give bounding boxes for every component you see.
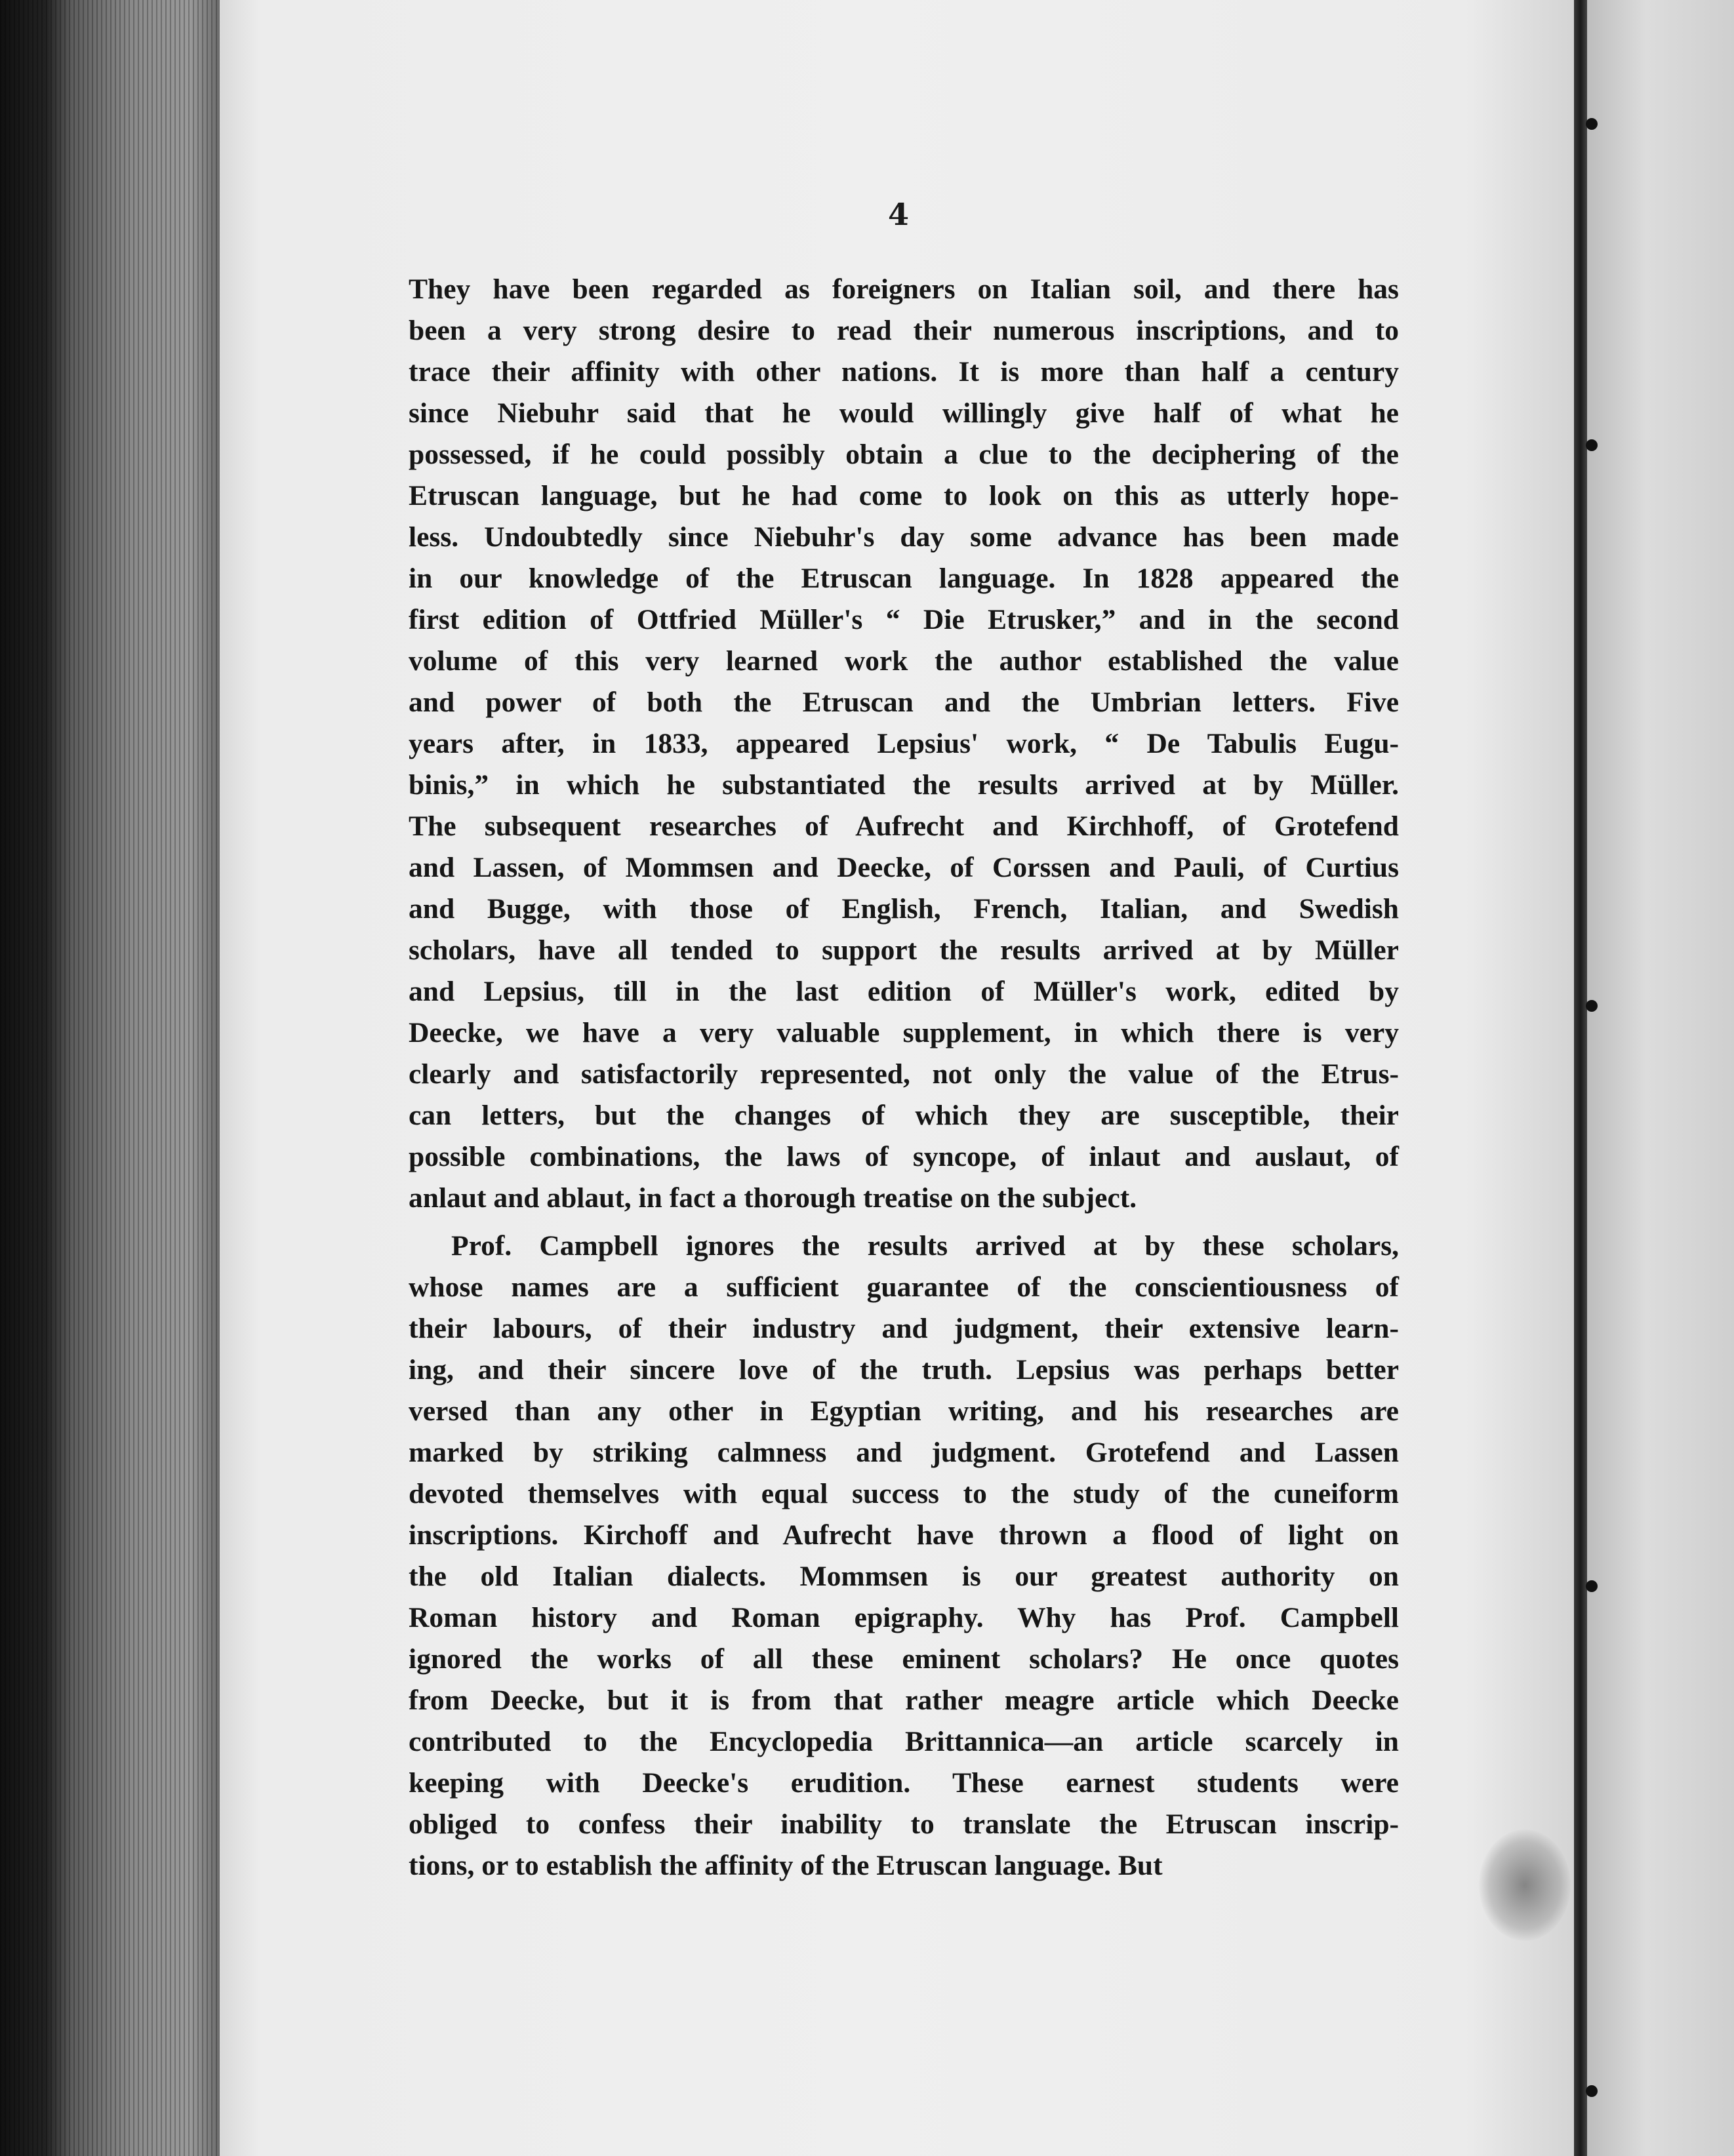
text-line: and Lassen, of Mommsen and Deecke, of Corssen and Pauli, of Curtius xyxy=(409,852,1399,883)
text-line: contributed to the Encyclopedia Brittannica—an article scarcely in xyxy=(409,1726,1399,1757)
text-line: first edition of Ottfried Müller's “ Die Etrusker,” and in the second xyxy=(409,604,1399,635)
text-line: Etruscan language, but he had come to look on this as utterly hope- xyxy=(409,480,1399,511)
binding-thread-mark xyxy=(1586,1000,1598,1012)
text-line: possessed, if he could possibly obtain a clue to the deciphering of the xyxy=(409,439,1399,470)
text-line: years after, in 1833, appeared Lepsius' work, “ De Tabulis Eugu- xyxy=(409,728,1399,759)
text-line: devoted themselves with equal success to the study of the cuneiform xyxy=(409,1478,1399,1509)
text-line: scholars, have all tended to support the results arrived at by Müller xyxy=(409,934,1399,966)
page-number: 4 xyxy=(887,197,909,232)
text-line: in our knowledge of the Etruscan language. In 1828 appeared the xyxy=(409,563,1399,594)
book-page-edges xyxy=(0,0,220,2156)
paragraph xyxy=(409,269,1399,1219)
text-line: ignored the works of all these eminent scholars? He once quotes xyxy=(409,1643,1399,1675)
text-line: from Deecke, but it is from that rather meagre article which Deecke xyxy=(409,1685,1399,1716)
text-line: inscriptions. Kirchoff and Aufrecht have thrown a flood of light on xyxy=(409,1519,1399,1551)
text-line: and Bugge, with those of English, French, Italian, and Swedish xyxy=(409,893,1399,925)
text-line: and power of both the Etruscan and the Umbrian letters. Five xyxy=(409,687,1399,718)
text-line: the old Italian dialects. Mommsen is our greatest authority on xyxy=(409,1561,1399,1592)
binding-thread-mark xyxy=(1586,439,1598,451)
text-line: They have been regarded as foreigners on Italian soil, and there has xyxy=(409,273,1399,305)
text-line: The subsequent researches of Aufrecht and Kirchhoff, of Grotefend xyxy=(409,810,1399,842)
text-line: their labours, of their industry and judgment, their extensive learn- xyxy=(409,1313,1399,1344)
text-line: tions, or to establish the affinity of the Etruscan language. But xyxy=(409,1850,1163,1881)
paper-stain xyxy=(1479,1829,1571,1941)
body-text xyxy=(409,269,1399,1886)
binding-thread-mark xyxy=(1586,2085,1598,2097)
text-line: can letters, but the changes of which they are susceptible, their xyxy=(409,1100,1399,1131)
text-line: whose names are a sufficient guarantee of the conscientiousness of xyxy=(409,1271,1399,1303)
text-line: and Lepsius, till in the last edition of Müller's work, edited by xyxy=(409,976,1399,1007)
text-line: trace their affinity with other nations. It is more than half a century xyxy=(409,356,1399,388)
text-line: keeping with Deecke's erudition. These earnest students were xyxy=(409,1767,1399,1799)
text-line: Deecke, we have a very valuable supplement, in which there is very xyxy=(409,1017,1399,1048)
adjacent-page-edge xyxy=(1587,0,1734,2156)
text-line: possible combinations, the laws of syncope, of inlaut and auslaut, of xyxy=(409,1141,1399,1172)
text-line: since Niebuhr said that he would willingly give half of what he xyxy=(409,397,1399,429)
text-line: obliged to confess their inability to translate the Etruscan inscrip- xyxy=(409,1808,1399,1840)
text-line: marked by striking calmness and judgment. Grotefend and Lassen xyxy=(409,1437,1399,1468)
text-line: versed than any other in Egyptian writing, and his researches are xyxy=(409,1395,1399,1427)
text-line: clearly and satisfactorily represented, not only the value of the Etrus- xyxy=(409,1058,1399,1090)
text-line: Roman history and Roman epigraphy. Why has Prof. Campbell xyxy=(409,1602,1399,1633)
text-line: less. Undoubtedly since Niebuhr's day some advance has been made xyxy=(409,521,1399,553)
text-line: ing, and their sincere love of the truth. Lepsius was perhaps better xyxy=(409,1354,1399,1386)
text-line: anlaut and ablaut, in fact a thorough treatise on the subject. xyxy=(409,1182,1137,1214)
text-line: been a very strong desire to read their numerous inscriptions, and to xyxy=(409,315,1399,346)
text-line: volume of this very learned work the author established the value xyxy=(409,645,1399,677)
text-line: Prof. Campbell ignores the results arrived at by these scholars, xyxy=(451,1230,1399,1262)
binding-thread-mark xyxy=(1586,118,1598,130)
paragraph xyxy=(409,1226,1399,1886)
binding-thread-mark xyxy=(1586,1580,1598,1592)
text-line: binis,” in which he substantiated the results arrived at by Müller. xyxy=(409,769,1399,801)
book-gutter xyxy=(1574,0,1587,2156)
